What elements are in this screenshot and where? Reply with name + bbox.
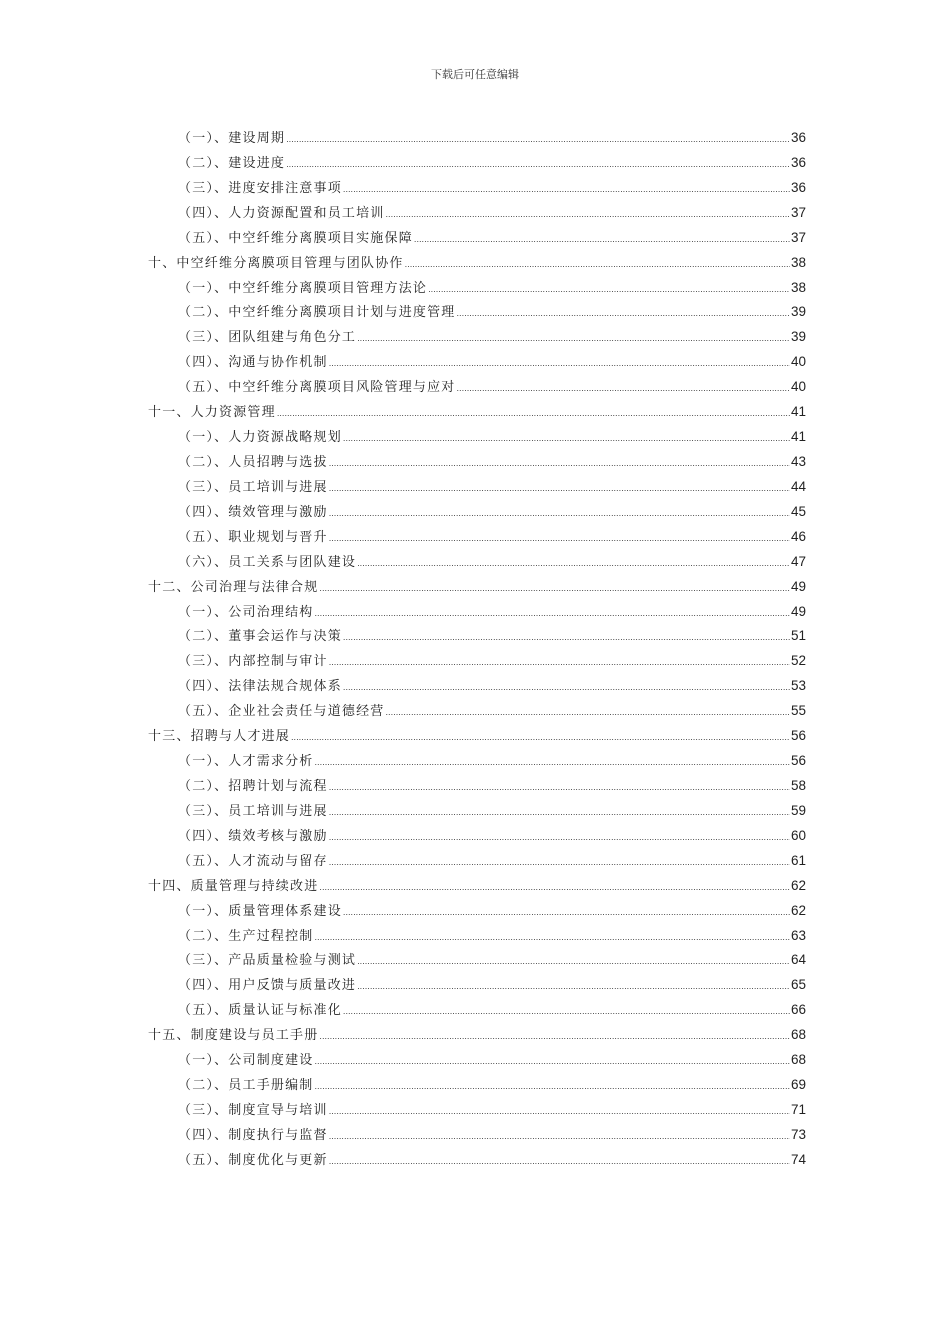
toc-leader-dots <box>329 854 790 869</box>
toc-entry-label: （四）、法律法规合规体系 <box>178 679 342 695</box>
toc-page-number: 51 <box>790 628 806 644</box>
toc-section-entry[interactable] <box>148 650 806 675</box>
toc-section-entry[interactable] <box>148 227 806 252</box>
toc-leader-dots <box>343 430 790 445</box>
toc-page-number: 53 <box>790 678 806 694</box>
toc-section-entry[interactable] <box>148 451 806 476</box>
toc-section-entry[interactable] <box>148 850 806 875</box>
toc-section-entry[interactable] <box>148 675 806 700</box>
toc-entry-label: （四）、用户反馈与质量改进 <box>178 978 357 994</box>
toc-section-entry[interactable] <box>148 925 806 950</box>
toc-page-number: 55 <box>790 703 806 719</box>
toc-section-entry[interactable] <box>148 949 806 974</box>
toc-page-number: 62 <box>790 902 806 918</box>
toc-section-entry[interactable] <box>148 426 806 451</box>
toc-page-number: 40 <box>790 379 806 395</box>
toc-leader-dots <box>329 1153 790 1168</box>
toc-leader-dots <box>329 530 790 545</box>
toc-entry-label: （一）、中空纤维分离膜项目管理方法论 <box>178 280 428 296</box>
toc-entry-label: （五）、职业规划与晋升 <box>178 529 328 545</box>
toc-leader-dots <box>286 156 790 171</box>
toc-section-entry[interactable] <box>148 351 806 376</box>
toc-section-entry[interactable] <box>148 551 806 576</box>
toc-section-entry[interactable] <box>148 1149 806 1174</box>
toc-section-entry[interactable] <box>148 601 806 626</box>
toc-leader-dots <box>343 629 790 644</box>
toc-entry-label: （二）、建设进度 <box>178 155 286 171</box>
toc-chapter-entry[interactable] <box>148 875 806 900</box>
toc-leader-dots <box>319 1028 790 1043</box>
toc-section-entry[interactable] <box>148 202 806 227</box>
toc-leader-dots <box>329 1128 790 1143</box>
toc-page-number: 63 <box>790 927 806 943</box>
toc-page-number: 52 <box>790 653 806 669</box>
toc-entry-label: （三）、员工培训与进展 <box>178 803 328 819</box>
toc-leader-dots <box>428 281 790 296</box>
toc-page-number: 68 <box>790 1027 806 1043</box>
toc-page-number: 46 <box>790 528 806 544</box>
toc-entry-label: 十二、公司治理与法律合规 <box>148 579 319 595</box>
toc-leader-dots <box>414 231 790 246</box>
toc-page-number: 71 <box>790 1101 806 1117</box>
toc-section-entry[interactable] <box>148 1099 806 1124</box>
toc-entry-label: （三）、制度宣导与培训 <box>178 1102 328 1118</box>
toc-page-number: 37 <box>790 204 806 220</box>
toc-page-number: 56 <box>790 728 806 744</box>
toc-page-number: 56 <box>790 753 806 769</box>
toc-page-number: 36 <box>790 130 806 145</box>
toc-entry-label: （二）、生产过程控制 <box>178 928 314 944</box>
toc-entry-label: 十三、招聘与人才进展 <box>148 729 291 745</box>
toc-leader-dots <box>329 505 790 520</box>
toc-page-number: 59 <box>790 802 806 818</box>
toc-page-number: 36 <box>790 179 806 195</box>
toc-leader-dots <box>343 181 790 196</box>
toc-entry-label: （二）、人员招聘与选拔 <box>178 454 328 470</box>
page-header: 下载后可任意编辑 <box>431 68 519 81</box>
toc-entry-label: 十、中空纤维分离膜项目管理与团队协作 <box>148 255 404 271</box>
toc-section-entry[interactable] <box>148 526 806 551</box>
toc-leader-dots <box>343 1003 790 1018</box>
toc-page-number: 73 <box>790 1126 806 1142</box>
toc-leader-dots <box>286 131 790 146</box>
toc-entry-label: （五）、质量认证与标准化 <box>178 1003 342 1019</box>
toc-leader-dots <box>457 380 790 395</box>
toc-leader-dots <box>315 754 790 769</box>
toc-page-number: 47 <box>790 553 806 569</box>
toc-page-number: 66 <box>790 1002 806 1018</box>
toc-section-entry[interactable] <box>148 277 806 302</box>
toc-chapter-entry[interactable] <box>148 401 806 426</box>
toc-entry-label: （四）、制度执行与监督 <box>178 1127 328 1143</box>
toc-chapter-entry[interactable] <box>148 576 806 601</box>
toc-entry-label: （六）、员工关系与团队建设 <box>178 554 357 570</box>
toc-leader-dots <box>315 605 790 620</box>
toc-page-number: 36 <box>790 154 806 170</box>
toc-page-number: 69 <box>790 1077 806 1093</box>
toc-entry-label: （一）、质量管理体系建设 <box>178 903 342 919</box>
toc-entry-label: （二）、招聘计划与流程 <box>178 778 328 794</box>
toc-leader-dots <box>277 405 790 420</box>
toc-page-number: 44 <box>790 478 806 494</box>
toc-section-entry[interactable] <box>148 700 806 725</box>
toc-section-entry[interactable] <box>148 127 806 152</box>
toc-page-number: 58 <box>790 777 806 793</box>
toc-leader-dots <box>329 804 790 819</box>
toc-leader-dots <box>386 704 790 719</box>
toc-entry-label: （三）、团队组建与角色分工 <box>178 330 357 346</box>
toc-page-number: 41 <box>790 404 806 420</box>
toc-chapter-entry[interactable] <box>148 1024 806 1049</box>
toc-page-number: 40 <box>790 354 806 370</box>
toc-leader-dots <box>343 904 790 919</box>
toc-section-entry[interactable] <box>148 326 806 351</box>
toc-leader-dots <box>329 829 790 844</box>
toc-entry-label: （四）、绩效考核与激励 <box>178 828 328 844</box>
toc-leader-dots <box>315 1078 790 1093</box>
toc-page-number: 65 <box>790 977 806 993</box>
toc-entry-label: （四）、人力资源配置和员工培训 <box>178 205 385 221</box>
toc-section-entry[interactable] <box>148 376 806 401</box>
toc-entry-label: 十四、质量管理与持续改进 <box>148 878 319 894</box>
toc-section-entry[interactable] <box>148 800 806 825</box>
toc-section-entry[interactable] <box>148 900 806 925</box>
toc-page-number: 49 <box>790 603 806 619</box>
toc-entry-label: （一）、人才需求分析 <box>178 754 314 770</box>
toc-page-number: 49 <box>790 578 806 594</box>
toc-section-entry[interactable] <box>148 301 806 326</box>
toc-leader-dots <box>357 978 790 993</box>
toc-entry-label: （一）、建设周期 <box>178 131 286 146</box>
toc-entry-label: （一）、公司制度建设 <box>178 1053 314 1069</box>
toc-entry-label: 十五、制度建设与员工手册 <box>148 1028 319 1044</box>
toc-leader-dots <box>357 953 790 968</box>
toc-leader-dots <box>329 654 790 669</box>
toc-section-entry[interactable] <box>148 476 806 501</box>
toc-page-number: 62 <box>790 877 806 893</box>
toc-section-entry[interactable] <box>148 750 806 775</box>
toc-page-number: 41 <box>790 429 806 445</box>
toc-page-number: 68 <box>790 1052 806 1068</box>
toc-leader-dots <box>329 480 790 495</box>
toc-leader-dots <box>357 555 790 570</box>
toc-entry-label: （四）、绩效管理与激励 <box>178 504 328 520</box>
toc-page-number: 38 <box>790 254 806 270</box>
toc-entry-label: （二）、董事会运作与决策 <box>178 629 342 645</box>
toc-leader-dots <box>457 305 790 320</box>
toc-entry-label: （一）、公司治理结构 <box>178 604 314 620</box>
toc-page-number: 45 <box>790 503 806 519</box>
toc-entry-label: （五）、制度优化与更新 <box>178 1152 328 1168</box>
toc-page-number: 43 <box>790 453 806 469</box>
toc-entry-label: 十一、人力资源管理 <box>148 405 276 421</box>
toc-leader-dots <box>405 256 790 271</box>
toc-leader-dots <box>319 580 790 595</box>
toc-section-entry[interactable] <box>148 999 806 1024</box>
toc-entry-label: （三）、内部控制与审计 <box>178 654 328 670</box>
toc-section-entry[interactable] <box>148 152 806 177</box>
toc-leader-dots <box>329 779 790 794</box>
toc-leader-dots <box>319 879 790 894</box>
toc-section-entry[interactable] <box>148 1049 806 1074</box>
toc-leader-dots <box>386 206 790 221</box>
toc-page-number: 38 <box>790 279 806 295</box>
toc-leader-dots <box>357 330 790 345</box>
toc-section-entry[interactable] <box>148 825 806 850</box>
toc-entry-label: （三）、员工培训与进展 <box>178 479 328 495</box>
toc-leader-dots <box>329 1103 790 1118</box>
toc-leader-dots <box>315 929 790 944</box>
toc-leader-dots <box>329 355 790 370</box>
toc-leader-dots <box>343 679 790 694</box>
toc-entry-label: （五）、人才流动与留存 <box>178 853 328 869</box>
toc-entry-label: （五）、中空纤维分离膜项目风险管理与应对 <box>178 380 456 396</box>
toc-section-entry[interactable] <box>148 501 806 526</box>
toc-entry-label: （五）、企业社会责任与道德经营 <box>178 704 385 720</box>
toc-section-entry[interactable] <box>148 974 806 999</box>
toc-page-number: 37 <box>790 229 806 245</box>
toc-chapter-entry[interactable] <box>148 252 806 277</box>
toc-page-number: 74 <box>790 1151 806 1167</box>
toc-section-entry[interactable] <box>148 775 806 800</box>
toc-section-entry[interactable] <box>148 625 806 650</box>
toc-chapter-entry[interactable] <box>148 725 806 750</box>
toc-section-entry[interactable] <box>148 177 806 202</box>
toc-leader-dots <box>329 455 790 470</box>
toc-page-number: 61 <box>790 852 806 868</box>
toc-entry-label: （二）、员工手册编制 <box>178 1078 314 1094</box>
toc-entry-label: （三）、进度安排注意事项 <box>178 180 342 196</box>
toc-entry-label: （三）、产品质量检验与测试 <box>178 953 357 969</box>
toc-entry-label: （一）、人力资源战略规划 <box>178 430 342 446</box>
toc-entry-label: （五）、中空纤维分离膜项目实施保障 <box>178 230 413 246</box>
toc-entry-label: （四）、沟通与协作机制 <box>178 355 328 371</box>
toc-page-number: 39 <box>790 304 806 320</box>
toc-leader-dots <box>315 1053 790 1068</box>
toc-section-entry[interactable] <box>148 1074 806 1099</box>
toc-page-number: 64 <box>790 952 806 968</box>
toc-leader-dots <box>291 729 790 744</box>
toc-entry-label: （二）、中空纤维分离膜项目计划与进度管理 <box>178 305 456 321</box>
toc-page-number: 60 <box>790 827 806 843</box>
toc-section-entry[interactable] <box>148 1124 806 1149</box>
table-of-contents <box>148 127 806 1174</box>
toc-page-number: 39 <box>790 329 806 345</box>
